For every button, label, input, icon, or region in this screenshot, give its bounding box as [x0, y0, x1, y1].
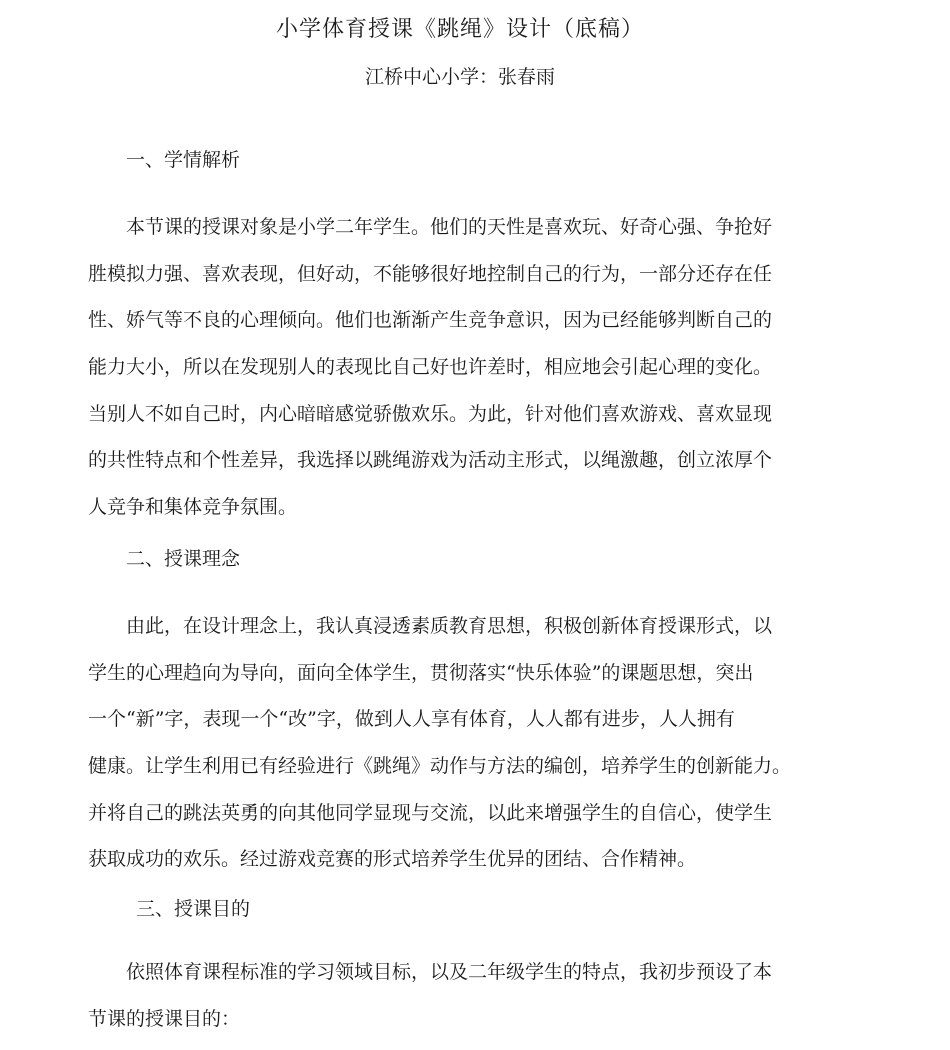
paragraph-line: 学生的心理趋向为导向，面向全体学生，贯彻落实“快乐体验”的课题思想，突出: [88, 661, 754, 684]
section-paragraph-teaching-objectives: [88, 949, 858, 1042]
paragraph-line: 依照体育课程标准的学习领域目标，以及二年级学生的特点，我初步预设了本: [126, 961, 773, 983]
paragraph-line: 节课的授课目的：: [88, 1007, 241, 1030]
paragraph-line: 本节课的授课对象是小学二年学生。他们的天性是喜欢玩、好奇心强、争抢好: [126, 216, 773, 238]
section-heading-teaching-objectives: 三、授课目的: [136, 898, 251, 920]
paragraph-line: 并将自己的跳法英勇的向其他同学显现与交流，以此来增强学生的自信心，使学生: [88, 801, 773, 824]
paragraph-line: 当别人不如自己时，内心暗暗感觉骄傲欢乐。为此，针对他们喜欢游戏、喜欢显现: [88, 402, 773, 425]
document-title: 小学体育授课《跳绳》设计（底稿）: [275, 17, 644, 42]
paragraph-line: 胜模拟力强、喜欢表现，但好动，不能够很好地控制自己的行为，一部分还存在任: [88, 262, 773, 285]
section-heading-teaching-philosophy: 二、授课理念: [126, 548, 241, 570]
paragraph-line: 由此，在设计理念上，我认真浸透素质教育思想，积极创新体育授课形式，以: [126, 615, 773, 637]
paragraph-line: 获取成功的欢乐。经过游戏竞赛的形式培养学生优异的团结、合作精神。: [88, 848, 697, 871]
section-paragraph-learning-analysis: [88, 204, 858, 531]
paragraph-line: 能力大小，所以在发现别人的表现比自己好也许差时，相应地会引起心理的变化。: [88, 356, 773, 379]
paragraph-line: 人竞争和集体竞争氛围。: [88, 496, 298, 519]
document-author: 江桥中心小学：张春雨: [364, 66, 555, 88]
section-heading-learning-analysis: 一、学情解析: [126, 149, 241, 171]
paragraph-line: 健康。让学生利用已有经验进行《跳绳》动作与方法的编创，培养学生的创新能力。: [88, 755, 792, 778]
paragraph-line: 一个“新”字，表现一个“改”字，做到人人享有体育，人人都有进步，人人拥有: [88, 708, 735, 731]
section-paragraph-teaching-philosophy: [88, 603, 858, 883]
paragraph-line: 性、娇气等不良的心理倾向。他们也渐渐产生竞争意识，因为已经能够判断自己的: [88, 309, 773, 332]
paragraph-line: 的共性特点和个性差异，我选择以跳绳游戏为活动主形式，以绳激趣，创立浓厚个: [88, 449, 773, 472]
